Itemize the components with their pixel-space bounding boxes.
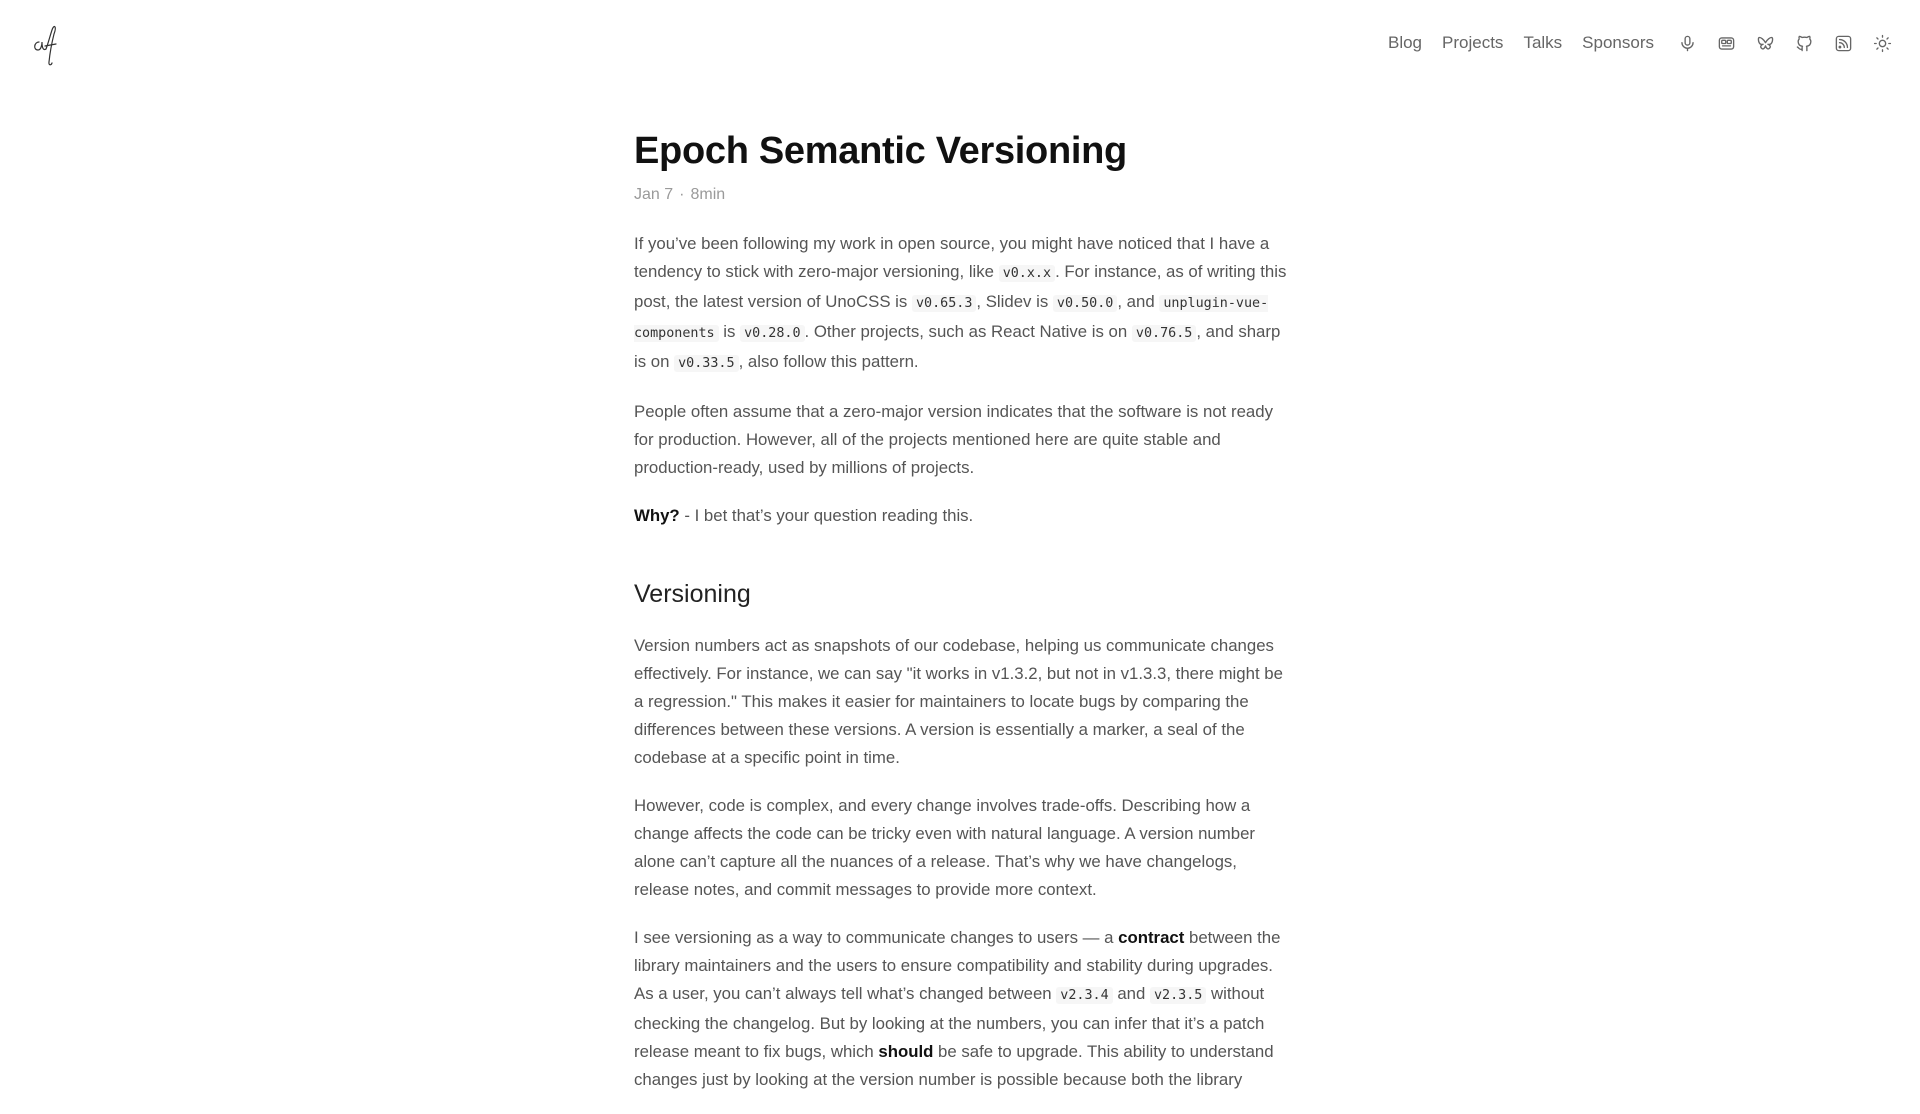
text-span: without checking the changelog. But by looking at the numbers, you can infer that it’s a patch release meant to fix bugs, which [634,984,1265,1061]
nav-icon-group [1678,34,1892,53]
article [634,126,1294,1114]
inline-code: v0.65.3 [912,295,976,312]
inline-code: v0.33.5 [674,355,738,372]
paragraph-zero-major: People often assume that a zero-major version indicates that the software is not ready for production. However, all of the projects mentioned here are quite stable and production-ready, used by millions of projects. [634,402,1273,477]
article-title: Epoch Semantic Versioning [634,130,1127,172]
theme-toggle-icon[interactable] [1873,34,1892,53]
inline-code: v0.76.5 [1132,325,1196,342]
inline-code: v2.3.5 [1150,987,1206,1004]
inline-code: unplugin-vue-components [634,296,1269,341]
bold-text: should [878,1042,934,1061]
text-span: , and sharp is on [634,322,1281,371]
site-logo[interactable] [30,22,60,67]
text-span: be safe to upgrade. This ability to understand changes just by looking at the version number is possible because both the library [634,1042,1274,1089]
inline-code: v2.3.4 [1056,987,1112,1004]
pod-icon[interactable] [1717,34,1736,53]
text-span: . For instance, as of writing this post, the latest version of UnoCSS is [634,262,1287,311]
paragraph-intro [634,230,1294,378]
article-content [634,230,1294,1094]
text-span: between the library maintainers and the users to ensure compatibility and stability during upgrades. As a user, you can’t always tell what’s changed between [634,928,1281,1003]
inline-code: v0.28.0 [740,325,804,342]
meta-separator: · [679,186,685,203]
text-span: and [1112,984,1150,1003]
section-heading-versioning: Versioning [634,580,751,608]
bluesky-icon[interactable] [1756,34,1775,53]
nav-projects-link[interactable]: Projects [1442,33,1504,52]
bold-text: Why? [634,506,680,525]
text-span: , and [1117,292,1160,311]
text-span: . Other projects, such as React Native is on [804,322,1132,341]
inline-code: v0.50.0 [1053,295,1117,312]
text-span: - I bet that’s your question reading this. [679,506,974,525]
article-meta [634,184,1294,206]
paragraph-why [634,502,1294,530]
nav-sponsors-link[interactable]: Sponsors [1582,33,1654,52]
text-span: If you’ve been following my work in open source, you might have noticed that I have a tendency to stick with zero-major versioning, like [634,234,1270,281]
paragraph-code-complex: However, code is complex, and every change involves trade-offs. Describing how a change affects the code can be tricky even with natural language. A version number alone can’t capture all the nuances of a release. That’s why we have changelogs, release notes, and commit messages to provide more context. [634,796,1255,899]
podcast-icon[interactable] [1678,34,1697,53]
text-span: , Slidev is [976,292,1053,311]
text-span: is [718,322,741,341]
article-read-time: 8min [690,186,726,203]
site-header [0,0,1920,90]
rss-icon[interactable] [1834,34,1853,53]
nav-talks-link[interactable]: Talks [1523,33,1563,52]
paragraph-version-numbers: Version numbers act as snapshots of our codebase, helping us communicate changes effectively. For instance, we can say "it works in v1.3.2, but not in v1.3.3, there might be a regression." This makes it easier for maintainers to locate bugs by comparing the differences between these versions. A version is essentially a marker, a seal of the codebase at a specific point in time. [634,636,1283,767]
top-nav [1388,33,1892,53]
nav-blog-link[interactable]: Blog [1387,33,1423,52]
bold-text: contract [1118,928,1185,947]
github-icon[interactable] [1795,34,1814,53]
text-span: I see versioning as a way to communicate changes to users — a [634,928,1119,947]
text-span: , also follow this pattern. [738,352,919,371]
inline-code: v0.x.x [999,265,1055,282]
article-date: Jan 7 [634,186,674,203]
paragraph-contract [634,924,1294,1094]
